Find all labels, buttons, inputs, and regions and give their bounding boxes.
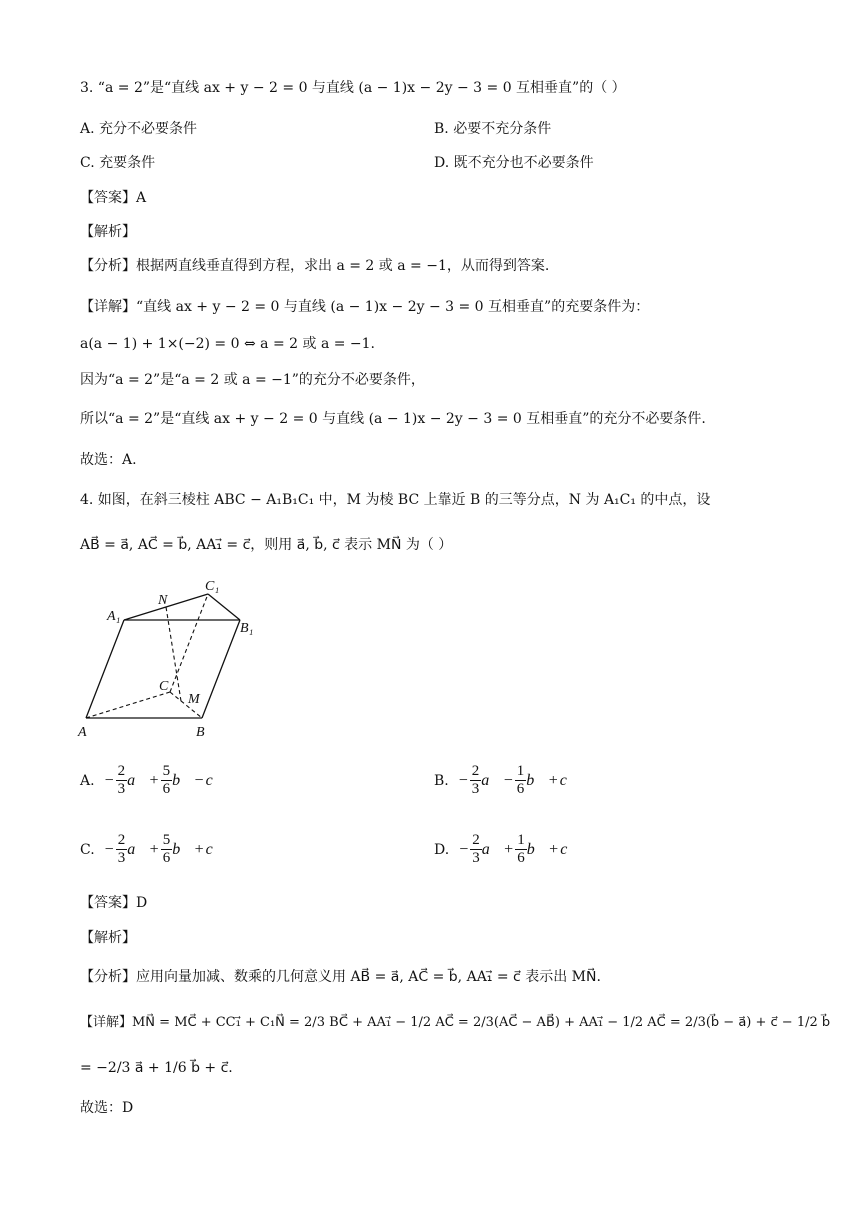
q4-option-d: D. − $\frac{2}{3}$ a⃗ + $\frac{1}{6}$ b⃗ + c⃗ [434, 832, 580, 866]
q4-detail-1: 【详解】MN⃗ = MC⃗ + CC₁⃗ + C₁N⃗ = 2/3 BC⃗ + AA₁⃗ − 1/2 AC⃗ = 2/3(AC⃗ − AB⃗) + AA₁⃗ − 1/2 AC⃗ = 2/3(b⃗ − a⃗) + c⃗ − 1/2 b⃗ [80, 1015, 831, 1030]
q4-answer: 【答案】D [80, 895, 148, 911]
q3-option-a: A. 充分不必要条件 [80, 121, 198, 137]
q3-choice: 故选：A. [80, 452, 137, 468]
q3-answer: 【答案】A [80, 190, 147, 206]
label-b1: B₁ [240, 621, 254, 636]
q3-option-b: B. 必要不充分条件 [434, 121, 552, 137]
edge-c1-b1 [208, 594, 240, 620]
q3-stem: 3. “a = 2”是“直线 ax + y − 2 = 0 与直线 (a − 1)x − 2y − 3 = 0 互相垂直”的（ ） [80, 80, 626, 96]
edge-b-b1 [202, 620, 240, 718]
edge-a-c [86, 692, 170, 718]
q4-stem-line-1: 4. 如图，在斜三棱柱 ABC − A₁B₁C₁ 中，M 为棱 BC 上靠近 B 的三等分点，N 为 A₁C₁ 的中点，设 [80, 492, 711, 508]
q3-analysis: 【分析】根据两直线垂直得到方程，求出 a = 2 或 a = −1，从而得到答案. [80, 258, 550, 274]
label-n: N [158, 593, 168, 608]
q3-analysis-heading: 【解析】 [80, 224, 136, 240]
q3-detail-1: 【详解】“直线 ax + y − 2 = 0 与直线 (a − 1)x − 2y − 3 = 0 互相垂直”的充要条件为： [80, 299, 650, 315]
q4-detail-2: = −2/3 a⃗ + 1/6 b⃗ + c⃗. [80, 1060, 233, 1076]
q3-option-c: C. 充要条件 [80, 155, 156, 171]
q4-option-a: A. − $\frac{2}{3}$ a⃗ + $\frac{5}{6}$ b⃗ − c⃗ [80, 763, 226, 797]
q3-detail-4: 所以“a = 2”是“直线 ax + y − 2 = 0 与直线 (a − 1)x − 2y − 3 = 0 互相垂直”的充分不必要条件. [80, 411, 706, 427]
q4-analysis: 【分析】应用向量加减、数乘的几何意义用 AB⃗ = a⃗, AC⃗ = b⃗, AA₁⃗ = c⃗ 表示出 MN⃗. [80, 969, 601, 985]
label-a1: A₁ [107, 609, 121, 624]
q3-detail-3: 因为“a = 2”是“a = 2 或 a = −1”的充分不必要条件， [80, 372, 425, 388]
edge-c-c1 [170, 594, 208, 692]
label-m: M [188, 692, 200, 707]
q4-option-c: C. − $\frac{2}{3}$ a⃗ + $\frac{5}{6}$ b⃗ + c⃗ [80, 832, 226, 866]
q4-choice: 故选：D [80, 1100, 134, 1116]
label-a: A [78, 725, 87, 740]
q3-detail-2: a(a − 1) + 1×(−2) = 0 ⇔ a = 2 或 a = −1. [80, 336, 376, 352]
edge-a-a1 [86, 620, 124, 718]
q4-option-b: B. − $\frac{2}{3}$ a⃗ − $\frac{1}{6}$ b⃗ + c⃗ [434, 763, 580, 797]
q4-analysis-heading: 【解析】 [80, 930, 136, 946]
label-b: B [196, 725, 205, 740]
prism-figure [72, 574, 272, 742]
label-c1: C₁ [205, 579, 220, 594]
label-c: C [159, 679, 169, 694]
q4-stem-line-2: AB⃗ = a⃗, AC⃗ = b⃗, AA₁⃗ = c⃗，则用 a⃗, b⃗, c⃗ 表示 MN⃗ 为（ ） [80, 537, 453, 553]
q3-option-d: D. 既不充分也不必要条件 [434, 155, 594, 171]
